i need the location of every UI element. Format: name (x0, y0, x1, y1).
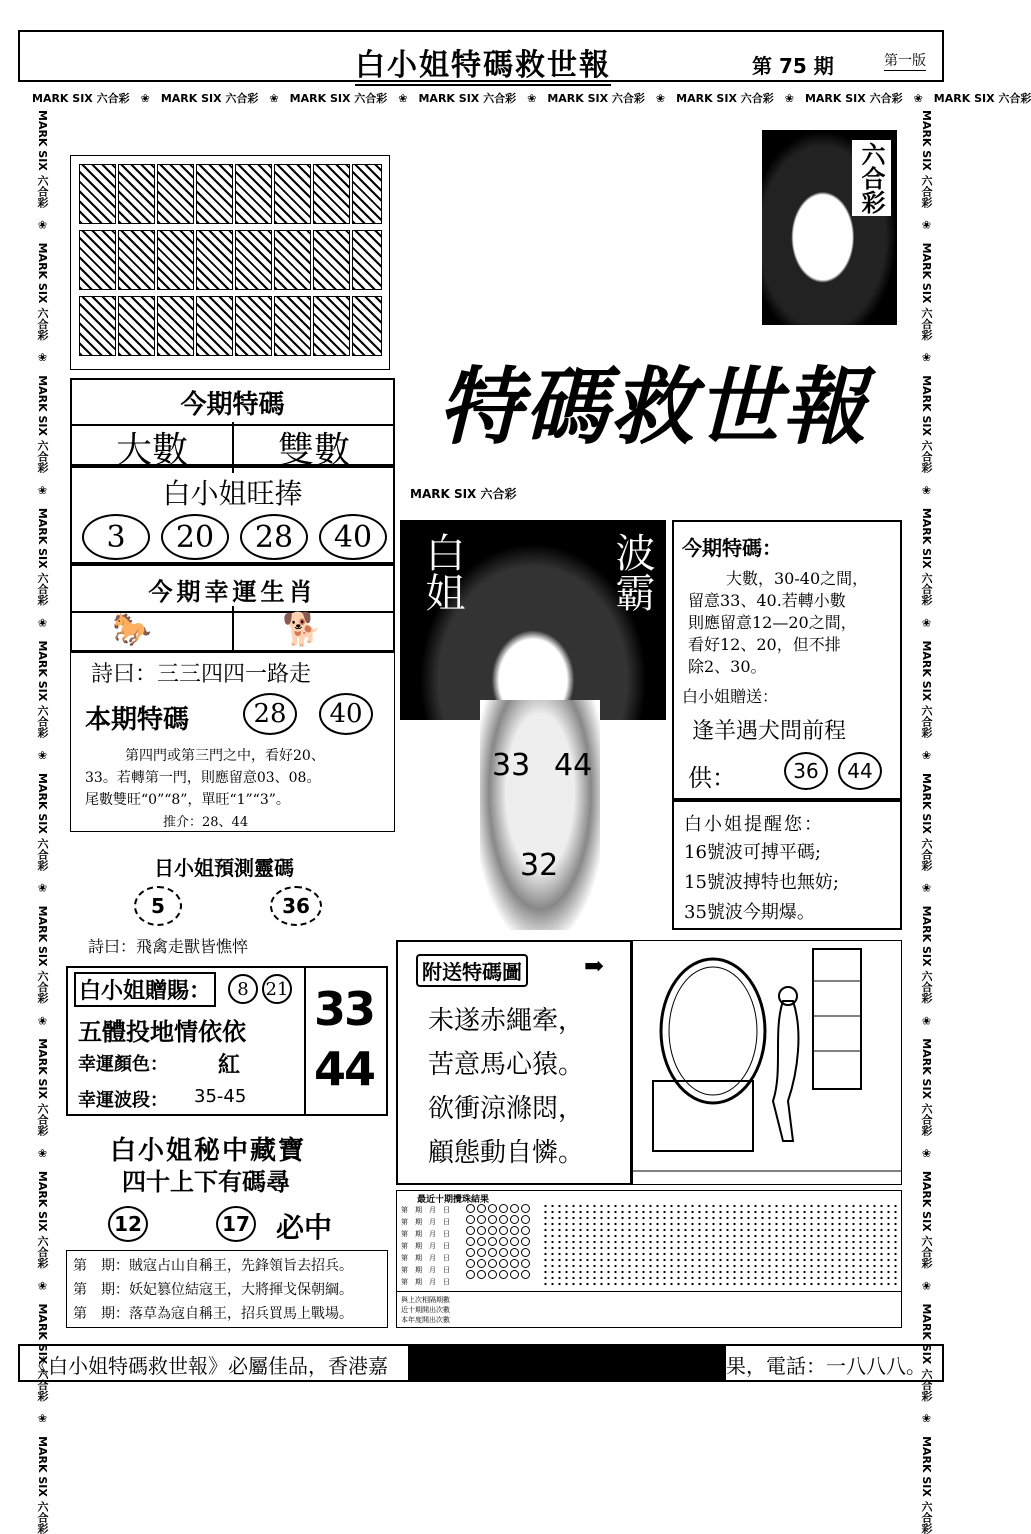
attached-heading: 附送特碼圖 (416, 954, 528, 987)
gift-number: 21 (262, 974, 292, 1004)
gift-color-label: 幸運顏色： (78, 1054, 168, 1075)
right-special-line: 除2、30。 (688, 657, 767, 676)
hero-badge: 六合彩 (852, 140, 891, 216)
right-special-gift-prefix: 供： (688, 764, 736, 792)
results-footer-row: 本年度開出次數 (401, 1316, 450, 1324)
photo-number: 44 (554, 748, 593, 783)
reminder-line: 15號波搏特也無妨; (684, 872, 839, 893)
mirror-illustration (632, 940, 902, 1185)
stanza-text: 賊寇占山自稱王，先鋒領旨去招兵。 (129, 1258, 353, 1274)
dog-icon: 🐕 (282, 610, 322, 648)
results-row-prefix: 第 期 月 日 (401, 1242, 450, 1250)
gift-big-number: 33 (314, 982, 375, 1036)
reminder-box (672, 800, 902, 930)
stanza-text: 妖妃篡位結寇王，大將揮戈保朝綱。 (129, 1282, 353, 1298)
lucky-zodiac-heading: 今期幸運生肖 (72, 572, 393, 613)
stanza-text: 落草為寇自稱王，招兵買馬上戰場。 (129, 1306, 353, 1322)
footer-redaction (408, 1346, 726, 1380)
prediction-box (70, 836, 395, 960)
prediction-heading: 日小姐預測靈碼 (154, 856, 294, 880)
gift-big-number: 44 (314, 1042, 375, 1096)
secret-heading: 白小姐秘中藏寶 (110, 1136, 307, 1166)
attached-line: 苦意馬心猿。 (428, 1050, 585, 1080)
reminder-heading: 白小姐提醒您： (684, 814, 824, 835)
results-balls (465, 1203, 535, 1280)
gift-color-value: 紅 (218, 1052, 241, 1078)
special-code-box (70, 378, 395, 471)
gift-number: 8 (228, 974, 258, 1004)
right-special-gift-label: 白小姐贈送： (682, 687, 779, 706)
wang-bang-number: 28 (240, 514, 308, 560)
gift-box (66, 966, 388, 1116)
photo-left-text: 白姐 (419, 532, 465, 612)
wang-bang-number: 3 (82, 514, 150, 560)
attached-line: 未遂赤繩牽， (428, 1006, 585, 1036)
prediction-number: 36 (270, 886, 322, 926)
hero-brand: MARK SIX 六合彩 (410, 487, 517, 501)
horse-icon: 🐎 (112, 610, 152, 648)
results-footer-row: 近十期開出次數 (401, 1306, 450, 1314)
attached-line: 顧態動自憐。 (428, 1138, 585, 1168)
gift-phrase: 五體投地情依依 (78, 1017, 246, 1046)
puzzle-grid-frame (70, 155, 390, 370)
right-special-line: 則應留意12—20之間， (688, 613, 857, 632)
hero-title: 特碼救世報 (438, 357, 869, 456)
prediction-number: 5 (134, 886, 182, 926)
attached-box (396, 940, 632, 1185)
poem-label: 本期特碼 (85, 705, 190, 735)
wang-bang-number: 20 (161, 514, 229, 560)
special-code-right: 雙數 (277, 430, 350, 471)
secret-number: 12 (108, 1206, 148, 1242)
poem-recommend: 推介：28、44 (163, 815, 249, 830)
gift-wave-label: 幸運波段： (78, 1090, 168, 1111)
results-dot-grid (542, 1203, 897, 1287)
stanzas-box (66, 1250, 388, 1328)
top-border-strip: MARK SIX 六合彩 ❀ MARK SIX 六合彩 ❀ MARK SIX 六合彩 ❀ MARK SIX 六合彩 ❀ MARK SIX 六合彩 ❀ MARK SIX 六合彩 ❀ MARK SIX 六合彩 ❀ MARK SIX 六合彩 (32, 92, 1031, 105)
stanza-label: 第 期： (73, 1258, 129, 1274)
mirror-drawing (633, 941, 901, 1184)
results-footer-row: 與上次相隔期數 (401, 1296, 450, 1304)
wang-bang-heading: 白小姐旺捧 (162, 477, 303, 510)
edition-label: 第一版 (884, 50, 926, 71)
poem-desc-3: 尾數雙旺“0”“8”，單旺“1”“3”。 (85, 792, 290, 808)
stanza-label: 第 期： (73, 1282, 129, 1298)
secret-box (66, 1120, 388, 1250)
right-special-gift-phrase: 逢羊遇犬問前程 (692, 719, 847, 744)
right-special-box (672, 520, 902, 800)
photo-right-text: 波霸 (609, 532, 655, 612)
photo-panel (400, 520, 670, 930)
poem-desc-1: 第四門或第三門之中，看好20、 (125, 748, 325, 764)
lucky-zodiac-box (70, 564, 395, 652)
wang-bang-box (70, 466, 395, 564)
poem-box (70, 652, 395, 832)
right-border-strip: MARK SIX 六合彩 ❀ MARK SIX 六合彩 ❀ MARK SIX 六合彩 ❀ MARK SIX 六合彩 ❀ MARK SIX 六合彩 ❀ MARK SIX 六合彩 ❀ MARK SIX 六合彩 ❀ MARK SIX 六合彩 ❀ MARK SIX 六合彩 ❀ MARK SIX 六合彩 ❀ MARK SIX 六合彩 (920, 110, 933, 1534)
results-row-prefix: 第 期 月 日 (401, 1254, 450, 1262)
wang-bang-number: 40 (319, 514, 387, 560)
results-row-prefix: 第 期 月 日 (401, 1218, 450, 1226)
right-special-heading: 今期特碼： (682, 536, 782, 560)
right-special-line: 看好12、20，但不排 (688, 635, 841, 654)
results-row-prefix: 第 期 月 日 (401, 1266, 450, 1274)
photo-number: 32 (520, 848, 559, 883)
reminder-line: 35號波今期爆。 (684, 902, 815, 923)
special-code-heading: 今期特碼 (72, 384, 393, 426)
reminder-line: 16號波可搏平碼; (684, 842, 821, 863)
secret-number: 17 (216, 1206, 256, 1242)
results-table (396, 1190, 902, 1328)
issue-number: 第 75 期 (752, 54, 834, 78)
stanza-label: 第 期： (73, 1306, 129, 1322)
secret-phrase: 四十上下有碼尋 (122, 1167, 290, 1196)
footer-right: 果，電話：一八八八。 (726, 1354, 926, 1378)
secret-stamp: 必中 (276, 1211, 333, 1244)
results-row-prefix: 第 期 月 日 (401, 1206, 450, 1214)
gift-wave-value: 35-45 (194, 1086, 247, 1107)
photo-number: 33 (492, 748, 531, 783)
arrow-right-icon: ➡ (584, 952, 605, 980)
gift-heading: 白小姐贈賜： (74, 972, 216, 1007)
right-special-line: 留意33、40.若轉小數 (688, 591, 846, 610)
poem-number: 28 (243, 693, 297, 735)
masthead-title: 白小姐特碼救世報 (355, 40, 611, 86)
poem-desc-2: 33。若轉第一門，則應留意03、08。 (85, 770, 321, 786)
special-code-left: 大數 (72, 422, 234, 473)
poem-number: 40 (319, 693, 373, 735)
prediction-poem: 詩曰：飛禽走獸皆憔悴 (88, 937, 249, 956)
results-row-prefix: 第 期 月 日 (401, 1278, 450, 1286)
results-title: 最近十期攪珠結果 (417, 1195, 490, 1205)
footer-left: 《白小姐特碼救世報》必屬佳品，香港嘉 (28, 1354, 388, 1378)
right-special-line: 大數，30-40之間， (726, 569, 869, 588)
right-special-number: 36 (784, 752, 828, 790)
left-border-strip: MARK SIX 六合彩 ❀ MARK SIX 六合彩 ❀ MARK SIX 六合彩 ❀ MARK SIX 六合彩 ❀ MARK SIX 六合彩 ❀ MARK SIX 六合彩 ❀ MARK SIX 六合彩 ❀ MARK SIX 六合彩 ❀ MARK SIX 六合彩 ❀ MARK SIX 六合彩 ❀ MARK SIX 六合彩 (36, 110, 49, 1534)
results-row-prefix: 第 期 月 日 (401, 1230, 450, 1238)
attached-line: 欲衝涼滌悶， (428, 1094, 585, 1124)
poem-text: 詩曰：三三四四一路走 (91, 662, 312, 687)
right-special-number: 44 (838, 752, 882, 790)
